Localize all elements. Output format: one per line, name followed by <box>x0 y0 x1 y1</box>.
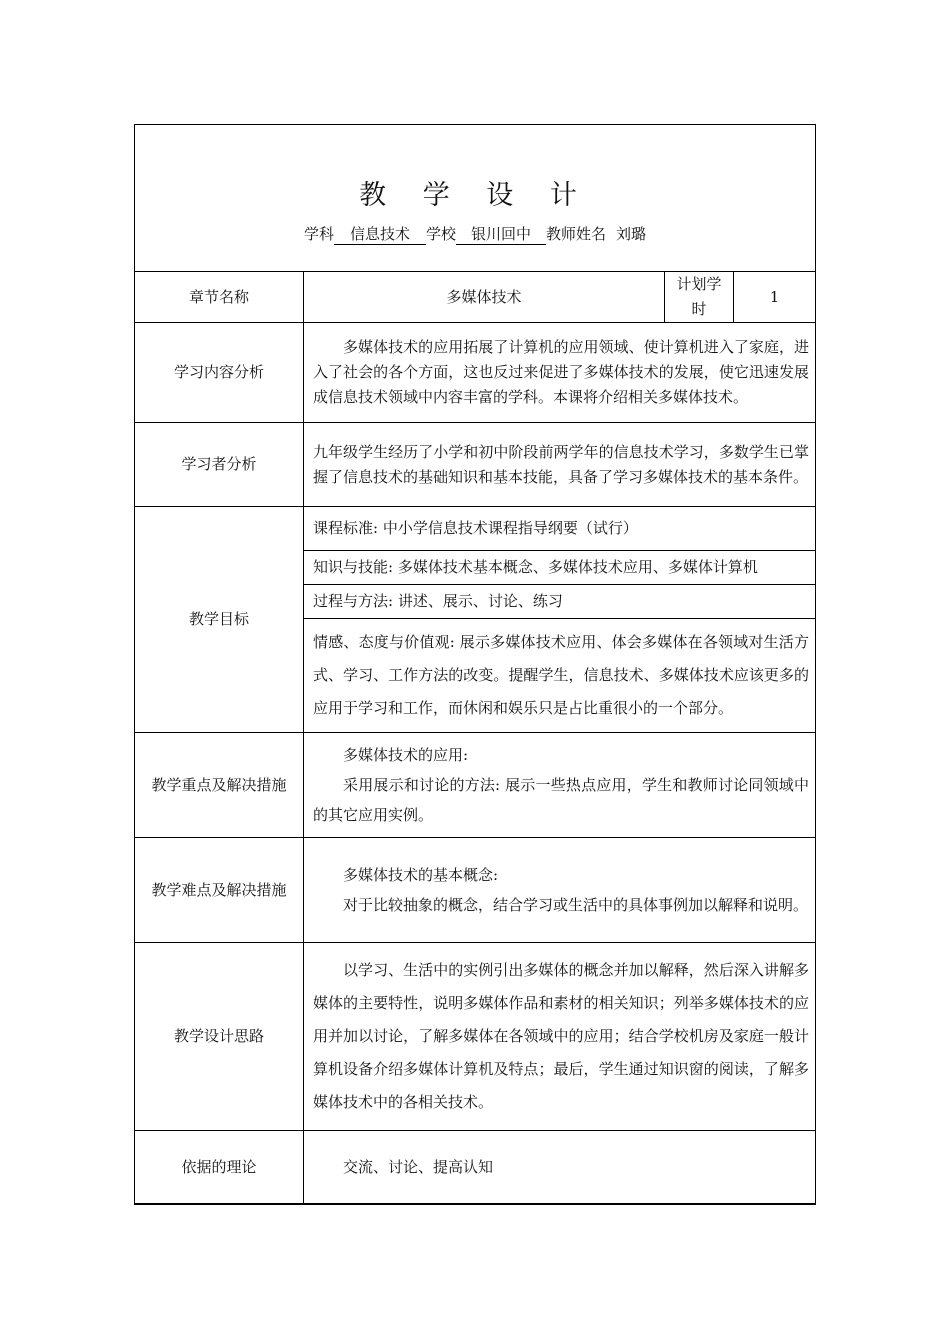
goals-standard: 课程标准: 中小学信息技术课程指导纲要（试行） <box>304 507 816 551</box>
difficulties-label: 教学难点及解决措施 <box>135 838 304 943</box>
goals-emotion: 情感、态度与价值观: 展示多媒体技术应用、体会多媒体在各领域对生活方式、学习、工作方法的改变。提醒学生，信息技术、多媒体技术应该更多的应用于学习和工作，而休闲和娱乐只是占比重很小的一个部分。 <box>304 619 816 733</box>
school-label: 学校 <box>425 225 456 243</box>
key-points-row <box>135 733 816 838</box>
page-title: 教 学 设 计 <box>359 180 591 211</box>
goals-row-standard <box>135 507 816 551</box>
theory-row <box>135 1131 816 1205</box>
chapter-label: 章节名称 <box>135 272 304 323</box>
design-idea-row <box>135 943 816 1131</box>
content-analysis-text: 多媒体技术的应用拓展了计算机的应用领域、使计算机进入了家庭，进入了社会的各个方面，这也反过来促进了多媒体技术的发展，使它迅速发展成信息技术领域中内容丰富的学科。本课将介绍相关多媒体技术。 <box>304 323 816 423</box>
difficulties-content <box>304 838 816 943</box>
goals-label: 教学目标 <box>135 507 304 733</box>
design-idea-label: 教学设计思路 <box>135 943 304 1131</box>
goals-knowledge: 知识与技能: 多媒体技术基本概念、多媒体技术应用、多媒体计算机 <box>304 551 816 585</box>
key-points-line2: 采用展示和讨论的方法: 展示一些热点应用，学生和教师讨论同领域中的其它应用实例。 <box>313 776 809 824</box>
lesson-plan-table <box>134 271 816 1205</box>
teacher-value: 刘璐 <box>616 225 647 243</box>
goals-process: 过程与方法: 讲述、展示、讨论、练习 <box>304 585 816 619</box>
key-points-content <box>304 733 816 838</box>
school-value: 银川回中 <box>456 223 546 245</box>
theory-text: 交流、讨论、提高认知 <box>304 1131 816 1205</box>
chapter-value: 多媒体技术 <box>304 272 665 323</box>
subject-value: 信息技术 <box>334 223 426 245</box>
learner-analysis-row <box>135 423 816 507</box>
difficulties-line1: 多媒体技术的基本概念: <box>343 866 499 884</box>
teacher-label: 教师姓名 <box>546 225 607 243</box>
key-points-label: 教学重点及解决措施 <box>135 733 304 838</box>
key-points-line1: 多媒体技术的应用: <box>343 746 469 764</box>
theory-label: 依据的理论 <box>135 1131 304 1205</box>
hours-label: 计划学时 <box>665 272 734 323</box>
learner-analysis-label: 学习者分析 <box>135 423 304 507</box>
content-analysis-row <box>135 323 816 423</box>
learner-analysis-text: 九年级学生经历了小学和初中阶段前两学年的信息技术学习，多数学生已掌握了信息技术的基础知识和基本技能，具备了学习多媒体技术的基本条件。 <box>304 423 816 507</box>
design-idea-text: 以学习、生活中的实例引出多媒体的概念并加以解释，然后深入讲解多媒体的主要特性，说明多媒体作品和素材的相关知识；列举多媒体技术的应用并加以讨论，了解多媒体在各领域中的应用；结合学校机房及家庭一般计算机设备介绍多媒体计算机及特点；最后，学生通过知识窗的阅读，了解多媒体技术中的各相关技术。 <box>304 943 816 1131</box>
hours-value: 1 <box>734 272 816 323</box>
chapter-row <box>135 272 816 323</box>
lesson-plan-sheet <box>134 124 816 1204</box>
difficulties-row <box>135 838 816 943</box>
content-analysis-label: 学习内容分析 <box>135 323 304 423</box>
subject-label: 学科 <box>303 225 334 243</box>
header-meta <box>135 223 815 245</box>
difficulties-line2: 对于比较抽象的概念，结合学习或生活中的具体事例加以解释和说明。 <box>343 896 809 914</box>
